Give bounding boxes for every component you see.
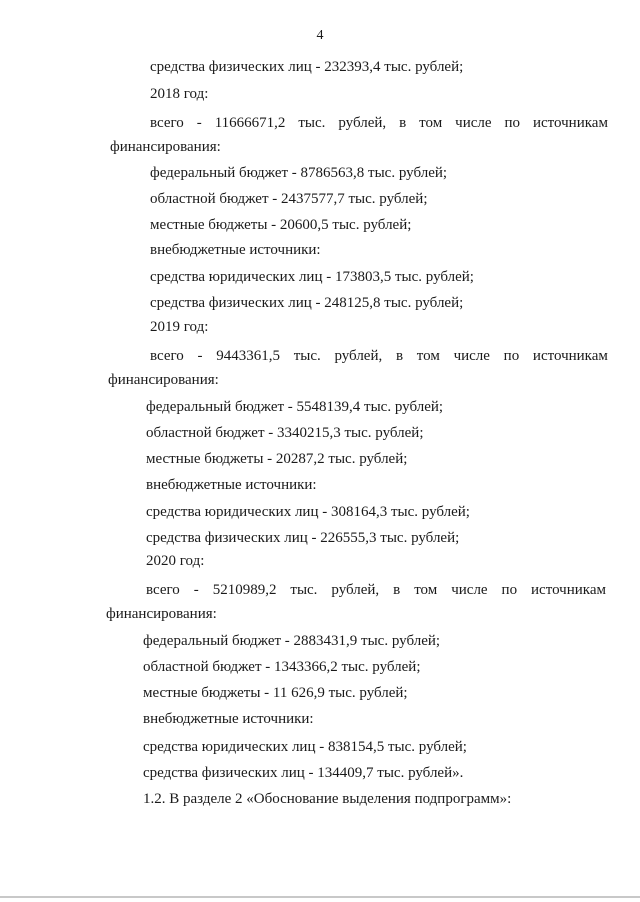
word: источникам [532, 115, 608, 131]
word: тыс. [298, 115, 326, 131]
text-line: внебюджетные источники: [150, 242, 321, 258]
text-line: внебюджетные источники: [143, 711, 314, 727]
text-line: федеральный бюджет - 8786563,8 тыс. рублей; [150, 165, 448, 181]
text-line: средства юридических лиц - 838154,5 тыс. рублей; [143, 739, 467, 755]
word: в [395, 348, 404, 364]
text-line: средства физических лиц - 248125,8 тыс. рублей; [150, 295, 464, 311]
year-heading-2019: 2019 год: [150, 319, 209, 335]
word: том [414, 582, 438, 598]
word: по [501, 582, 518, 598]
word: всего [146, 582, 180, 598]
total-line-2019 [150, 347, 608, 365]
word: числе [455, 115, 492, 131]
text-line: местные бюджеты - 20287,2 тыс. рублей; [146, 451, 408, 467]
text-line: областной бюджет - 1343366,2 тыс. рублей; [143, 659, 421, 675]
text-line: средства юридических лиц - 308164,3 тыс. рублей; [146, 504, 470, 520]
text-line: федеральный бюджет - 2883431,9 тыс. рублей; [143, 633, 441, 649]
word: - [193, 582, 199, 598]
word: тыс. [290, 582, 318, 598]
word: по [504, 115, 521, 131]
word: источникам [532, 348, 608, 364]
word: по [503, 348, 520, 364]
section-paragraph: 1.2. В разделе 2 «Обоснование выделения подпрограмм»: [143, 791, 512, 807]
text-line: областной бюджет - 2437577,7 тыс. рублей; [150, 191, 428, 207]
word: 11666671,2 [214, 115, 286, 131]
word: - [197, 348, 203, 364]
text-line: местные бюджеты - 20600,5 тыс. рублей; [150, 217, 412, 233]
text-line: финансирования: [108, 372, 219, 388]
text-line: средства физических лиц - 232393,4 тыс. рублей; [150, 59, 464, 75]
page-number: 4 [316, 28, 324, 43]
word: числе [453, 348, 490, 364]
word: в [399, 115, 407, 131]
total-line-2018 [150, 114, 608, 132]
word: рублей, [338, 115, 387, 131]
word: всего [150, 115, 184, 131]
year-heading-2020: 2020 год: [146, 553, 205, 569]
word: в [393, 582, 401, 598]
text-line: финансирования: [106, 606, 217, 622]
word: источникам [531, 582, 606, 598]
word: 5210989,2 [212, 582, 277, 598]
text-line: федеральный бюджет - 5548139,4 тыс. рублей; [146, 399, 444, 415]
word: рублей, [334, 348, 383, 364]
year-heading-2018: 2018 год: [150, 86, 209, 102]
text-line: средства физических лиц - 226555,3 тыс. рублей; [146, 530, 460, 546]
word: числе [451, 582, 488, 598]
text-line: внебюджетные источники: [146, 477, 317, 493]
text-line: местные бюджеты - 11 626,9 тыс. рублей; [143, 685, 408, 701]
text-line: средства физических лиц - 134409,7 тыс. рублей». [143, 765, 464, 781]
word: том [419, 115, 443, 131]
text-line: областной бюджет - 3340215,3 тыс. рублей; [146, 425, 424, 441]
text-line: средства юридических лиц - 173803,5 тыс. рублей; [150, 269, 474, 285]
word: том [416, 348, 440, 364]
word: тыс. [293, 348, 321, 364]
word: всего [150, 348, 184, 364]
word: - [196, 115, 202, 131]
text-line: финансирования: [110, 139, 221, 155]
word: 9443361,5 [216, 348, 280, 364]
word: рублей, [331, 582, 380, 598]
total-line-2020 [146, 581, 606, 599]
scan-edge [0, 896, 640, 898]
